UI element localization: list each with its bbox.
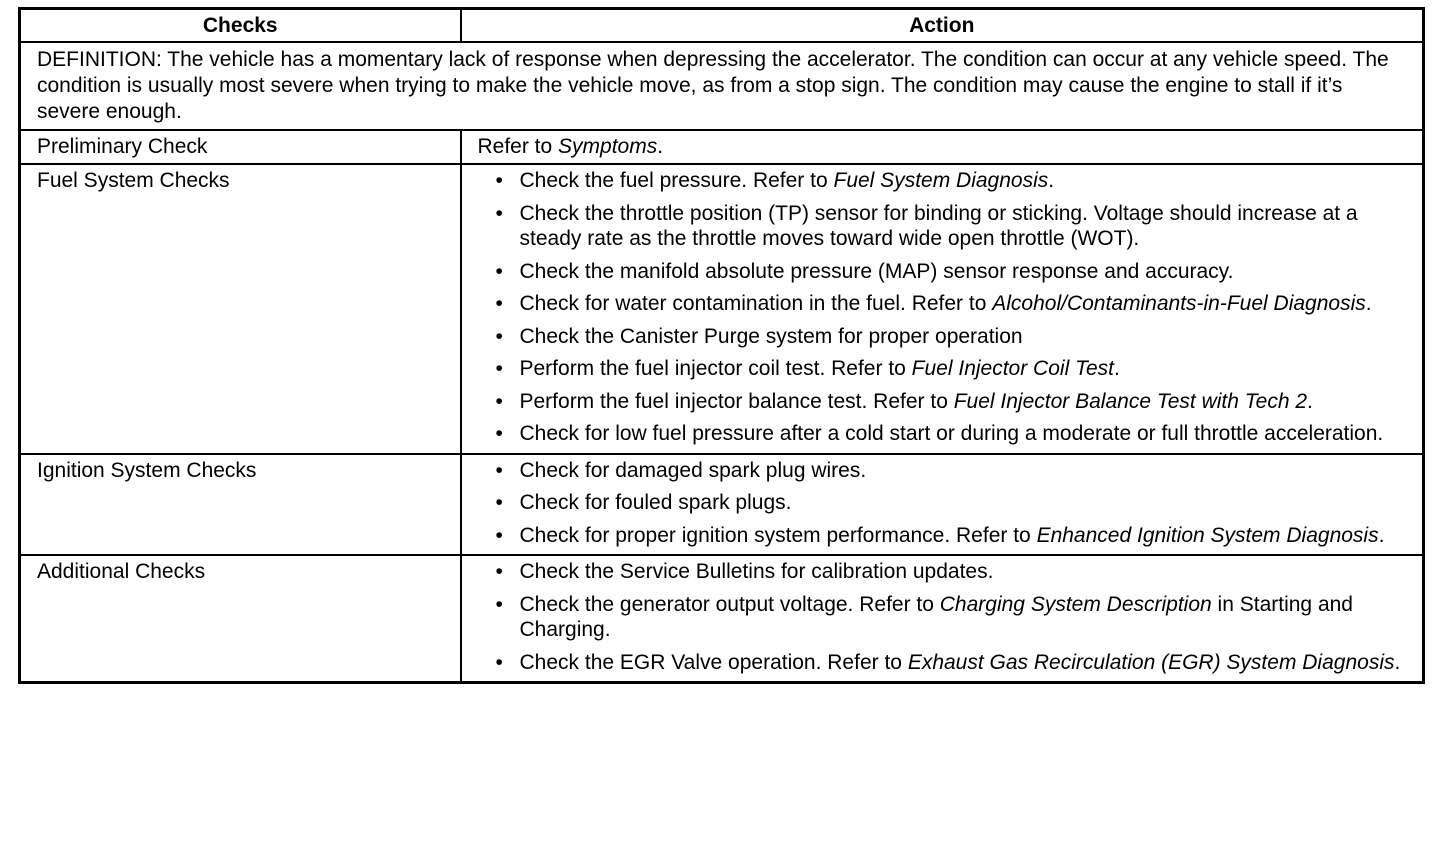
item-text: Check for proper ignition system performance. Refer to [519, 523, 1037, 547]
bullet-icon: • [495, 422, 503, 445]
item-text: Check the manifold absolute pressure (MAP) sensor response and accuracy. [519, 259, 1234, 283]
item-text: Check the EGR Valve operation. Refer to [519, 650, 908, 674]
bullet-icon: • [495, 560, 503, 583]
check-cell: Additional Checks [20, 555, 461, 683]
check-cell: Fuel System Checks [20, 164, 461, 454]
check-cell: Ignition System Checks [20, 454, 461, 556]
item-reference: Fuel System Diagnosis [833, 169, 1049, 192]
bullet-icon: • [495, 324, 503, 348]
list-item [496, 490, 1413, 516]
bullet-icon: • [495, 523, 503, 547]
item-text: Check for damaged spark plug wires. [519, 458, 867, 482]
list-item [496, 201, 1413, 252]
bullet-icon: • [495, 259, 503, 283]
bullet-icon: • [495, 389, 503, 413]
item-reference: Exhaust Gas Recirculation (EGR) System Diagnosis [907, 650, 1395, 674]
item-text: Check for low fuel pressure after a cold start or during a moderate or full throttle acceleration. [519, 422, 1384, 445]
action-text: Refer to [477, 134, 559, 158]
item-text-end: in Starting and Charging. [519, 592, 1353, 641]
item-text: Check the Canister Purge system for proper operation [519, 324, 1023, 348]
table-row [20, 454, 1424, 556]
item-text-end: . [1307, 389, 1313, 413]
bullet-icon: • [495, 650, 503, 674]
item-text: Check for fouled spark plugs. [519, 491, 792, 514]
bullet-icon: • [495, 201, 503, 225]
list-item [496, 259, 1413, 285]
item-text: Check the Service Bulletins for calibration updates. [519, 560, 994, 583]
item-reference: Fuel Injector Balance Test with Tech 2 [953, 389, 1308, 413]
item-text: Check the fuel pressure. Refer to [519, 169, 834, 192]
list-item [496, 356, 1413, 382]
item-text: Check the throttle position (TP) sensor for binding or sticking. Voltage should increase at a steady rate as the throttle moves toward wide open throttle (WOT). [519, 201, 1358, 250]
checks-header: Checks [20, 9, 461, 42]
item-text: Check for water contamination in the fuel. Refer to [519, 292, 993, 315]
item-reference: Enhanced Ignition System Diagnosis [1036, 523, 1379, 547]
diagnostic-table [18, 7, 1425, 684]
list-item [496, 421, 1413, 447]
item-reference: Charging System Description [939, 592, 1212, 616]
action-list [496, 458, 1413, 549]
list-item [496, 650, 1413, 676]
item-text-end: . [1113, 357, 1120, 380]
action-reference: Symptoms [558, 134, 658, 158]
check-cell: Preliminary Check [20, 130, 461, 165]
action-cell [461, 130, 1424, 165]
action-header: Action [461, 9, 1424, 42]
bullet-icon: • [495, 292, 503, 315]
list-item [496, 458, 1413, 484]
definition-row [20, 42, 1424, 130]
table-row [20, 130, 1424, 165]
bullet-icon: • [495, 458, 503, 482]
item-text-end: . [1048, 169, 1055, 192]
bullet-icon: • [495, 491, 503, 514]
definition-text: DEFINITION: The vehicle has a momentary lack of response when depressing the accelerator. The condition can occur at any vehicle speed. The condition is usually most severe when trying to make the vehicle move, as from a stop sign. The condition may cause the engine to stall if it’s severe enough. [20, 42, 1424, 130]
action-list [496, 559, 1413, 675]
list-item [496, 324, 1413, 350]
list-item [496, 168, 1413, 194]
bullet-icon: • [495, 169, 503, 192]
table-row [20, 555, 1424, 683]
diagnostic-table-container [18, 7, 1422, 684]
table-row [20, 164, 1424, 454]
list-item [496, 523, 1413, 549]
action-text-end: . [657, 134, 664, 158]
item-text-end: . [1394, 650, 1401, 674]
bullet-icon: • [495, 357, 503, 380]
action-cell [461, 454, 1424, 556]
list-item [496, 559, 1413, 585]
action-list [496, 168, 1413, 447]
action-cell [461, 555, 1424, 683]
header-row [20, 9, 1424, 42]
item-text: Perform the fuel injector coil test. Refer to [519, 357, 912, 380]
item-text-end: . [1378, 523, 1385, 547]
item-reference: Alcohol/Contaminants-in-Fuel Diagnosis [992, 292, 1366, 315]
item-reference: Fuel Injector Coil Test [911, 357, 1114, 380]
item-text: Perform the fuel injector balance test. Refer to [519, 389, 954, 413]
action-cell [461, 164, 1424, 454]
item-text: Check the generator output voltage. Refer to [519, 592, 940, 616]
list-item [496, 291, 1413, 317]
item-text-end: . [1365, 292, 1372, 315]
bullet-icon: • [495, 592, 503, 616]
list-item [496, 592, 1413, 643]
list-item [496, 389, 1413, 415]
